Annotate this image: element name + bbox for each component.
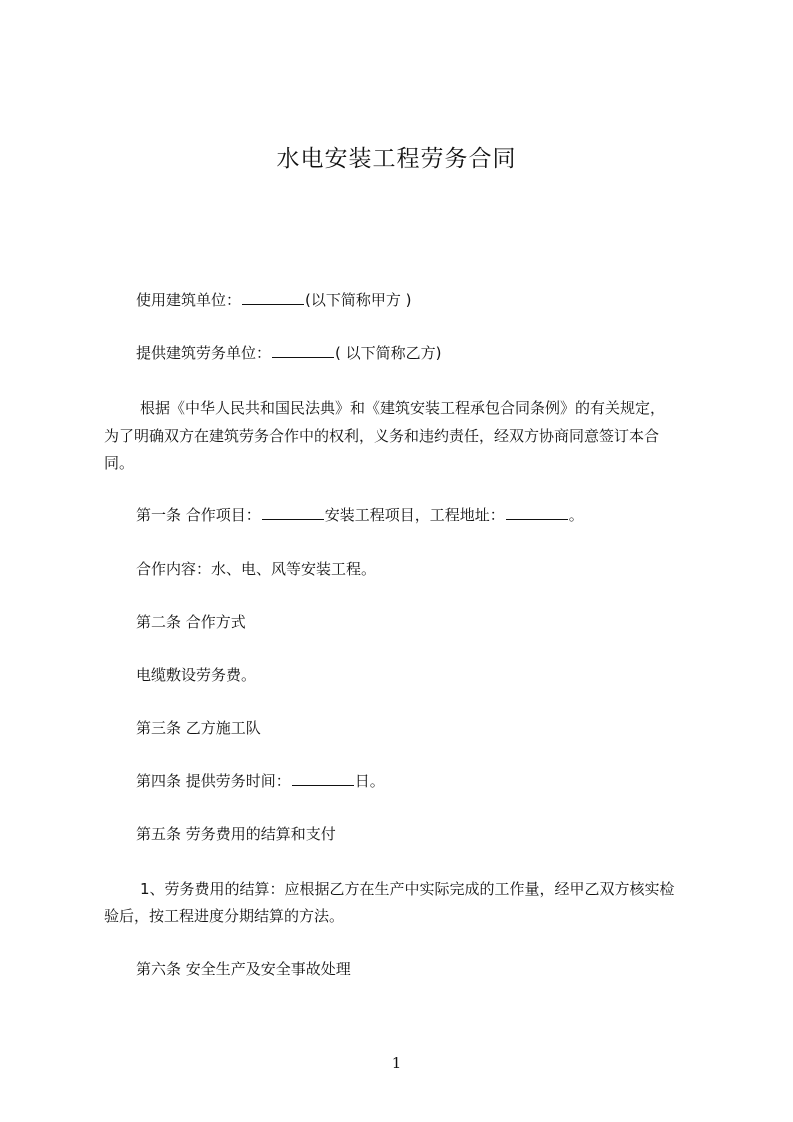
party-a-line — [136, 287, 412, 313]
party-b-suffix: ( 以下简称乙方) — [335, 344, 442, 362]
party-a-label: 使用建筑单位： — [136, 291, 242, 309]
party-b-blank — [272, 342, 334, 358]
party-b-label: 提供建筑劳务单位： — [136, 344, 272, 362]
article-5-item-1-line-2: 验后，按工程进度分期结算的方法。 — [104, 907, 345, 925]
article-5-heading: 第五条 劳务费用的结算和支付 — [136, 825, 336, 843]
article-1-line — [136, 502, 584, 528]
article-1-middle: 安装工程项目，工程地址： — [324, 506, 505, 524]
article-2-heading: 第二条 合作方式 — [136, 613, 246, 631]
article-4-prefix: 第四条 提供劳务时间： — [136, 772, 291, 790]
preamble-line-2: 为了明确双方在建筑劳务合作中的权利，义务和违约责任，经双方协商同意签订本合 — [104, 427, 660, 445]
cooperation-content: 合作内容：水、电、风等安装工程。 — [136, 560, 377, 578]
article-2-detail: 电缆敷设劳务费。 — [136, 666, 257, 684]
article-1-end: 。 — [568, 506, 584, 524]
preamble-line-1: 根据《中华人民共和国民法典》和《建筑安装工程承包合同条例》的有关规定， — [140, 399, 666, 417]
project-name-blank — [262, 504, 324, 520]
party-b-line — [136, 340, 442, 366]
project-address-blank — [506, 504, 568, 520]
party-a-suffix: (以下简称甲方 ) — [305, 291, 412, 309]
document-title: 水电安装工程劳务合同 — [276, 146, 517, 172]
labor-time-blank — [292, 770, 354, 786]
article-3-heading: 第三条 乙方施工队 — [136, 719, 261, 737]
article-6-heading: 第六条 安全生产及安全事故处理 — [136, 960, 351, 978]
page-number: 1 — [391, 1054, 402, 1072]
article-4-line — [136, 768, 385, 794]
article-1-prefix: 第一条 合作项目： — [136, 506, 261, 524]
article-5-item-1-line-1: 1、劳务费用的结算：应根据乙方在生产中实际完成的工作量，经甲乙双方核实检 — [140, 880, 675, 898]
preamble-line-3: 同。 — [104, 454, 135, 472]
party-a-blank — [242, 289, 304, 305]
article-4-end: 日。 — [354, 772, 385, 790]
